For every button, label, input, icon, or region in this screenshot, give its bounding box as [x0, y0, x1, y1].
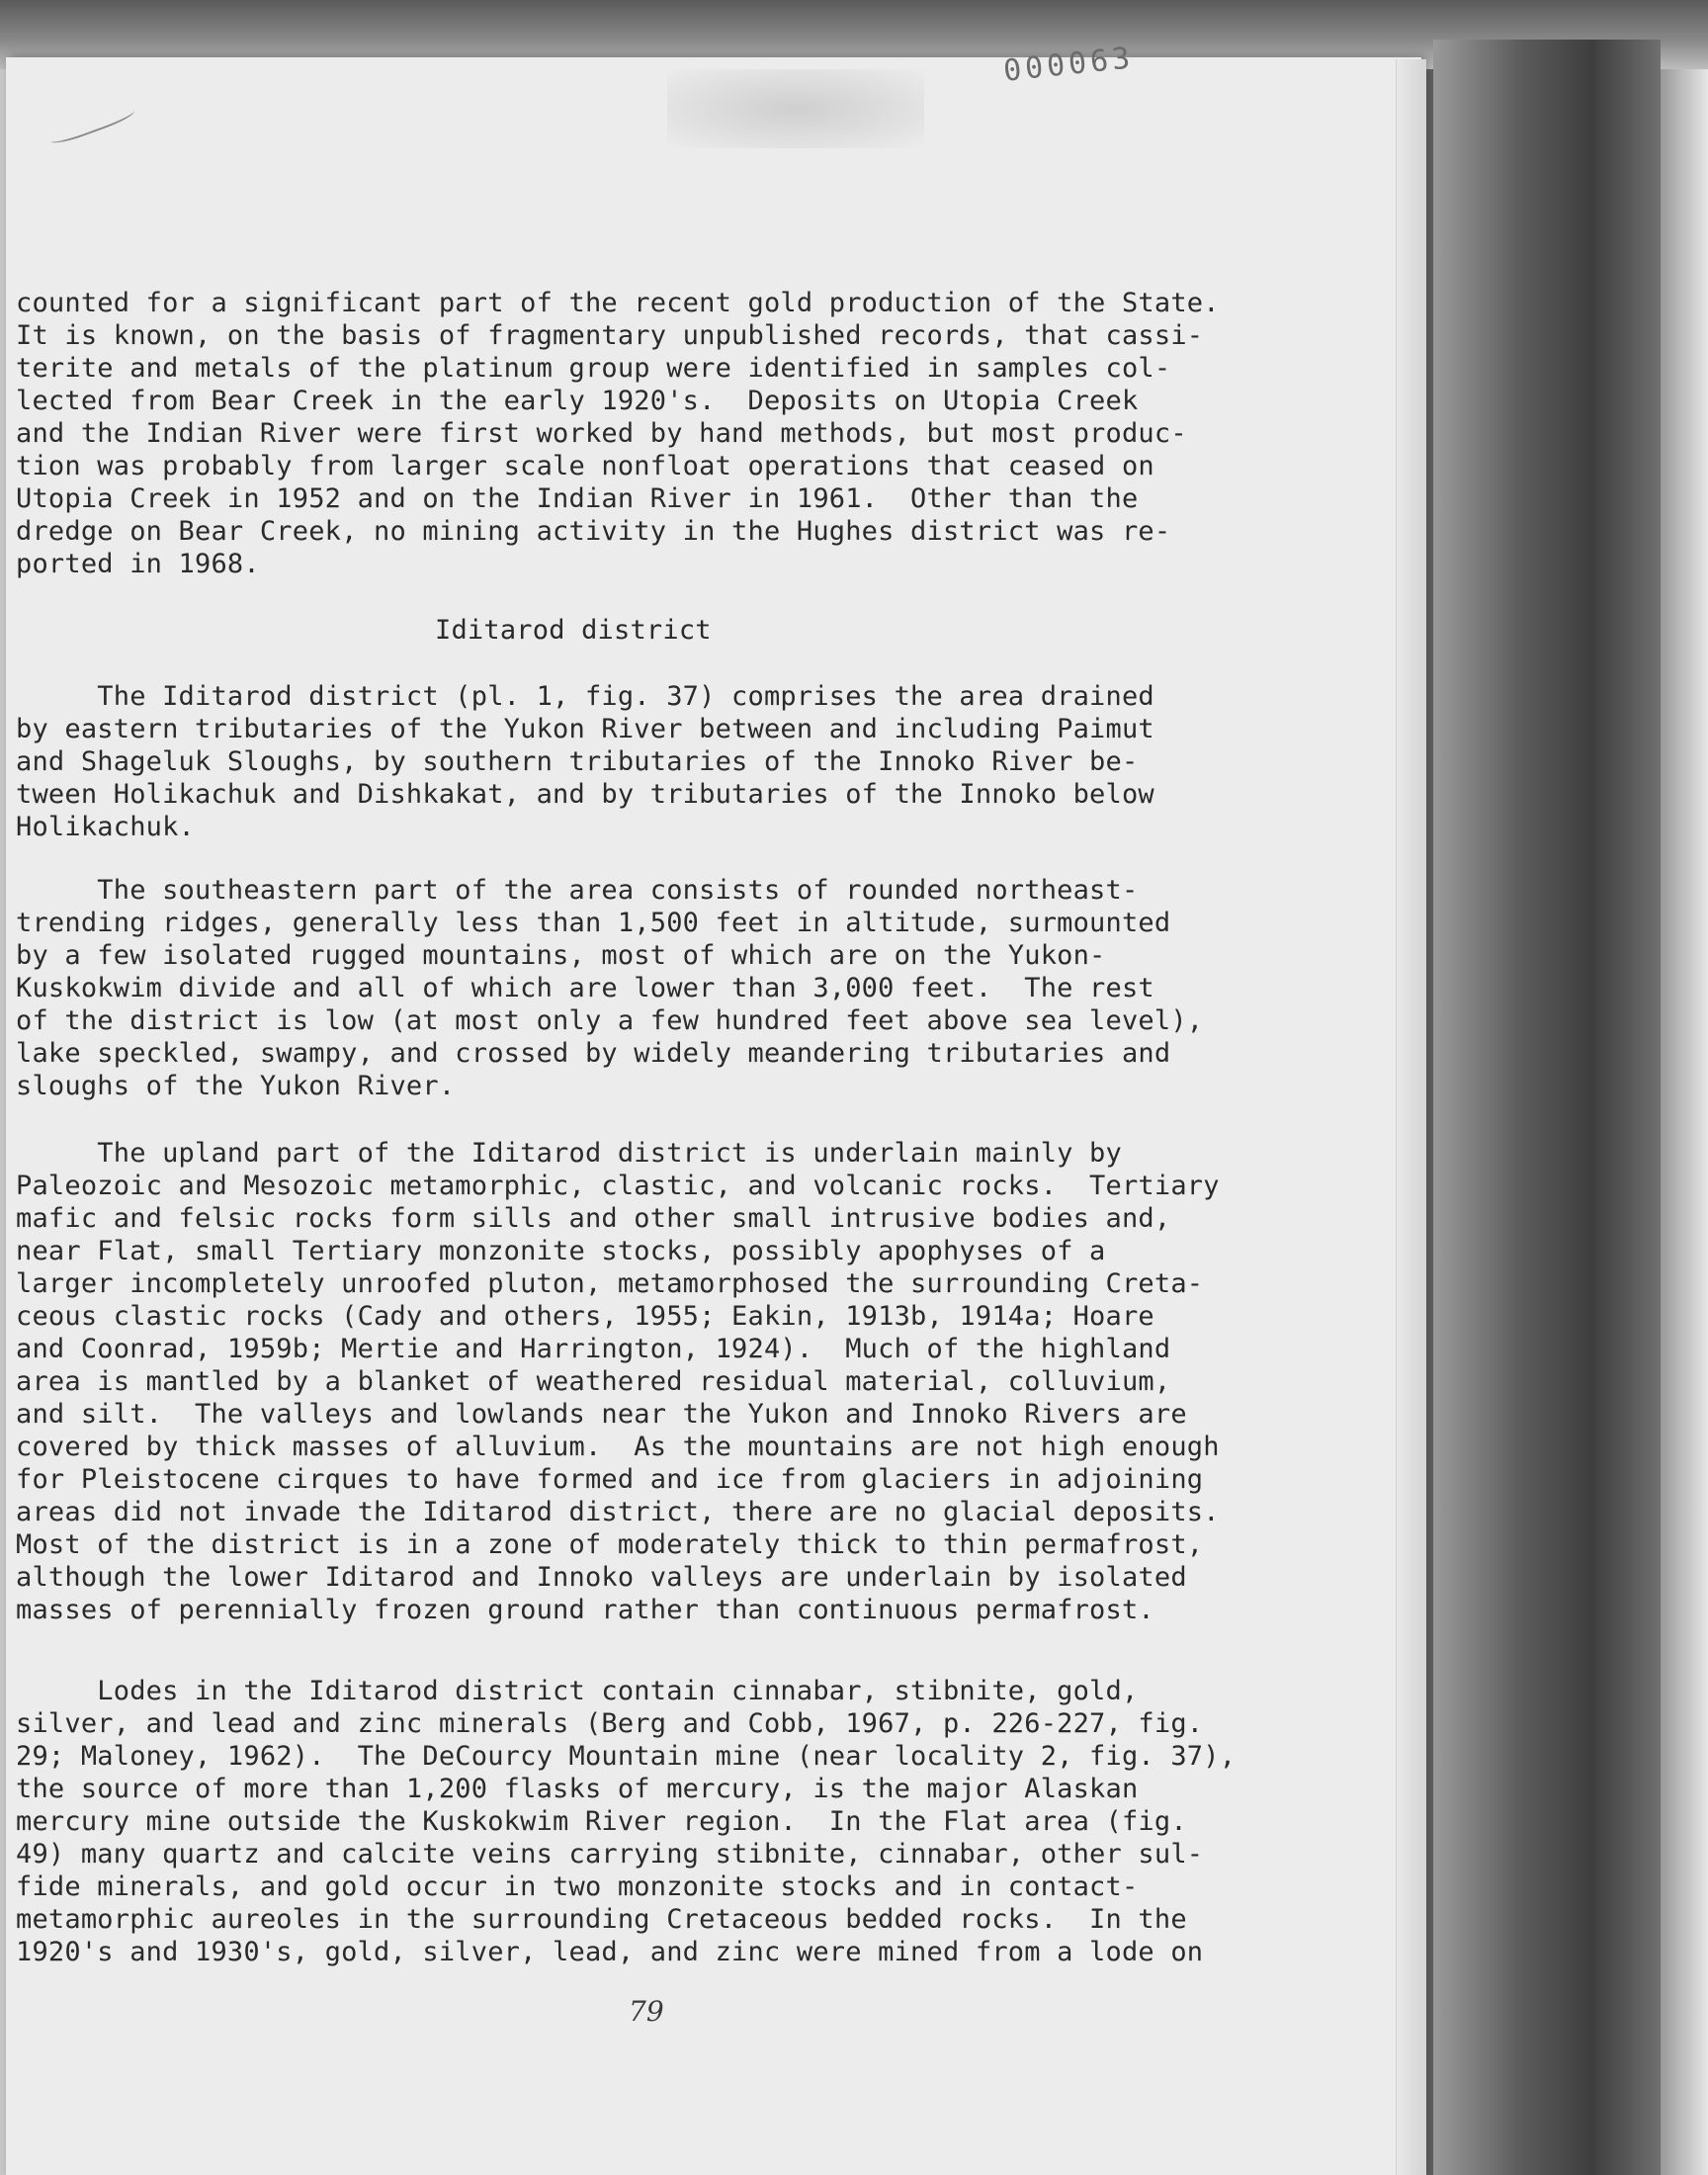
text-line: fide minerals, and gold occur in two monzonite stocks and in contact-	[16, 1871, 1139, 1902]
text-line: larger incompletely unroofed pluton, metamorphosed the surrounding Creta-	[16, 1268, 1204, 1299]
text-line: Kuskokwim divide and all of which are lower than 3,000 feet. The rest	[16, 973, 1154, 1003]
paragraph-1	[16, 287, 1301, 580]
text-line: ported in 1968.	[16, 549, 260, 579]
text-line: and Coonrad, 1959b; Mertie and Harrington, 1924). Much of the highland	[16, 1334, 1171, 1364]
text-line: 29; Maloney, 1962). The DeCourcy Mountain mine (near locality 2, fig. 37),	[16, 1741, 1237, 1772]
text-line: area is mantled by a blanket of weathered residual material, colluvium,	[16, 1366, 1171, 1397]
text-line: silver, and lead and zinc minerals (Berg and Cobb, 1967, p. 226-227, fig.	[16, 1708, 1204, 1739]
text-line: counted for a significant part of the recent gold production of the State.	[16, 288, 1220, 318]
text-line: Utopia Creek in 1952 and on the Indian River in 1961. Other than the	[16, 483, 1139, 514]
text-line: and silt. The valleys and lowlands near the Yukon and Innoko Rivers are	[16, 1399, 1187, 1430]
text-line: terite and metals of the platinum group were identified in samples col-	[16, 353, 1171, 384]
text-line: lake speckled, swampy, and crossed by widely meandering tributaries and	[16, 1038, 1171, 1069]
text-line: of the district is low (at most only a few hundred feet above sea level),	[16, 1005, 1204, 1036]
text-line: dredge on Bear Creek, no mining activity in the Hughes district was re-	[16, 516, 1171, 547]
text-line: sloughs of the Yukon River.	[16, 1071, 456, 1101]
text-line: metamorphic aureoles in the surrounding Cretaceous bedded rocks. In the	[16, 1904, 1187, 1935]
text-line: It is known, on the basis of fragmentary unpublished records, that cassi-	[16, 320, 1204, 351]
text-line: tween Holikachuk and Dishkakat, and by tributaries of the Innoko below	[16, 779, 1154, 810]
text-line: and Shageluk Sloughs, by southern tributaries of the Innoko River be-	[16, 746, 1139, 777]
text-line: Paleozoic and Mesozoic metamorphic, clastic, and volcanic rocks. Tertiary	[16, 1171, 1220, 1201]
scan-right-shadow	[1433, 40, 1661, 2175]
text-line: mafic and felsic rocks form sills and other small intrusive bodies and,	[16, 1203, 1171, 1234]
section-heading: Iditarod district	[435, 615, 712, 646]
text-line: by eastern tributaries of the Yukon River between and including Paimut	[16, 714, 1154, 744]
text-line: 1920's and 1930's, gold, silver, lead, and zinc were mined from a lode on	[16, 1937, 1204, 1967]
text-line: Most of the district is in a zone of moderately thick to thin permafrost,	[16, 1529, 1204, 1560]
text-line: although the lower Iditarod and Innoko valleys are underlain by isolated	[16, 1562, 1187, 1593]
page-edge	[1396, 59, 1426, 2175]
text-line: and the Indian River were first worked by hand methods, but most produc-	[16, 418, 1187, 449]
text-line: 49) many quartz and calcite veins carrying stibnite, cinnabar, other sul-	[16, 1839, 1204, 1870]
text-line: trending ridges, generally less than 1,500 feet in altitude, surmounted	[16, 908, 1171, 938]
text-line: the source of more than 1,200 flasks of mercury, is the major Alaskan	[16, 1774, 1139, 1804]
page-number: 79	[629, 1995, 664, 2028]
paragraph-4	[16, 1137, 1301, 1626]
text-line: Lodes in the Iditarod district contain cinnabar, stibnite, gold,	[16, 1676, 1139, 1706]
text-line: lected from Bear Creek in the early 1920's. Deposits on Utopia Creek	[16, 386, 1139, 416]
text-line: for Pleistocene cirques to have formed and ice from glaciers in adjoining	[16, 1464, 1204, 1495]
text-line: areas did not invade the Iditarod district, there are no glacial deposits.	[16, 1497, 1220, 1527]
paragraph-5	[16, 1675, 1301, 1968]
text-line: masses of perennially frozen ground rather than continuous permafrost.	[16, 1595, 1154, 1625]
text-line: The southeastern part of the area consists of rounded northeast-	[16, 875, 1139, 906]
binder-smudge	[667, 69, 924, 148]
text-line: mercury mine outside the Kuskokwim River region. In the Flat area (fig.	[16, 1806, 1187, 1837]
text-line: by a few isolated rugged mountains, most of which are on the Yukon-	[16, 940, 1106, 971]
text-line: Holikachuk.	[16, 812, 196, 842]
text-line: near Flat, small Tertiary monzonite stocks, possibly apophyses of a	[16, 1236, 1106, 1266]
text-line: tion was probably from larger scale nonfloat operations that ceased on	[16, 451, 1154, 481]
text-line: ceous clastic rocks (Cady and others, 1955; Eakin, 1913b, 1914a; Hoare	[16, 1301, 1154, 1332]
text-line: The Iditarod district (pl. 1, fig. 37) comprises the area drained	[16, 681, 1154, 712]
text-line: The upland part of the Iditarod district is underlain mainly by	[16, 1138, 1122, 1169]
paragraph-2	[16, 680, 1301, 843]
text-line: covered by thick masses of alluvium. As the mountains are not high enough	[16, 1432, 1220, 1462]
paragraph-3	[16, 874, 1301, 1102]
page-stamp: 000063	[1001, 41, 1136, 89]
